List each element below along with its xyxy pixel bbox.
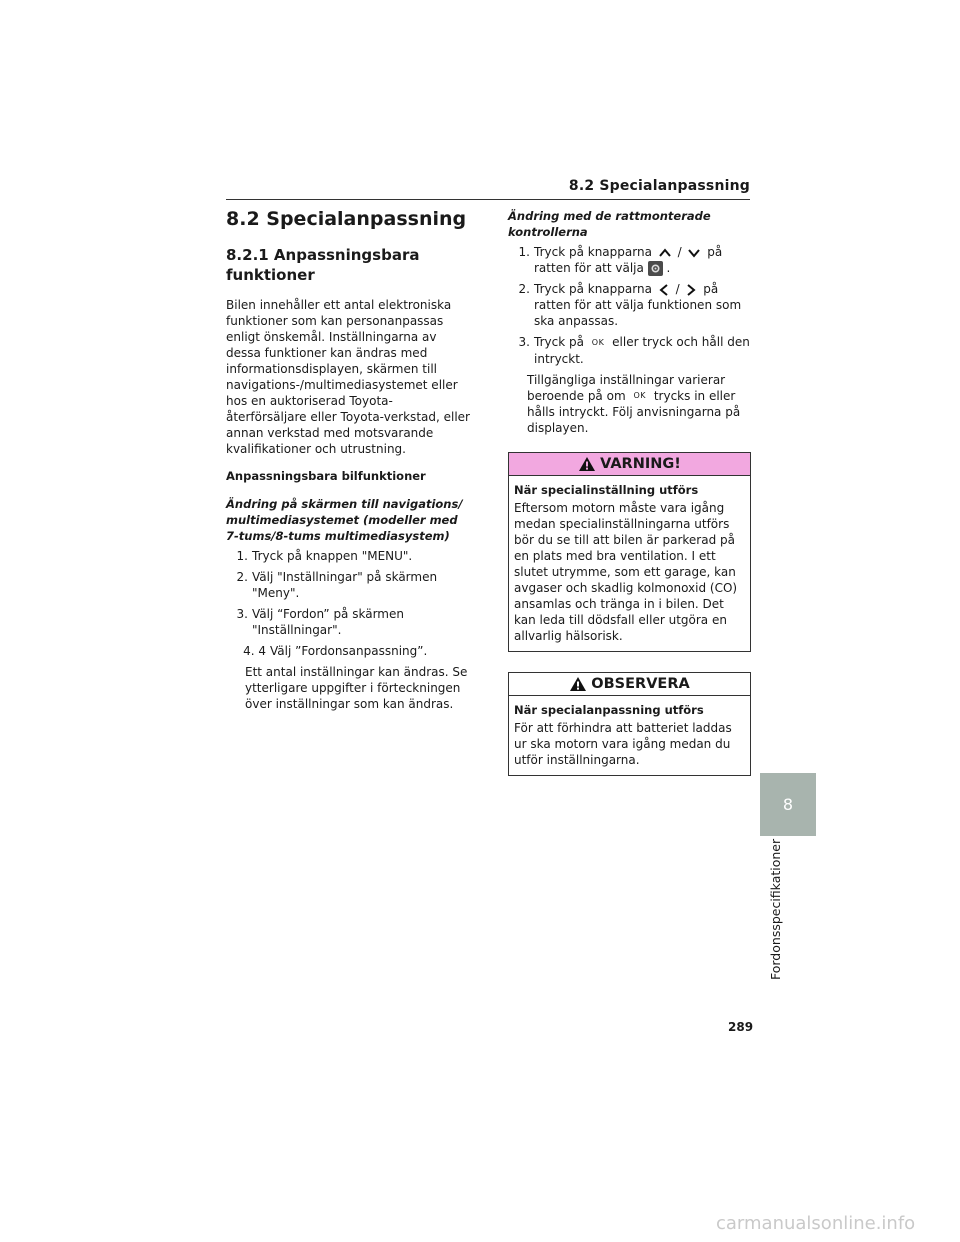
notice-title: OBSERVERA (591, 676, 690, 692)
warning-icon (578, 456, 596, 472)
right-column (508, 208, 751, 776)
section-title: 8.2 Specialanpassning (226, 208, 467, 230)
notice-text: För att förhindra att batteriet laddas ur ska motorn vara igång medan du utför inställningarna. (514, 721, 732, 767)
step-item: 2. Välj "Inställningar" på skärmen "Meny". (236, 570, 438, 601)
chevron-up-icon (659, 248, 671, 258)
step-item: 1. Tryck på knappen "MENU". (236, 549, 413, 564)
warning-title: VARNING! (600, 456, 681, 472)
nav-steps (226, 548, 472, 659)
chevron-left-icon (659, 284, 669, 296)
notice-header (509, 673, 750, 696)
italic-heading-nav: Ändring på skärmen till navigations/ multimediasystemet (modeller med 7-tums/8-tums multimediasystem) (226, 497, 463, 544)
page-number: 289 (728, 1020, 754, 1034)
watermark: carmanualsonline.info (716, 1213, 916, 1234)
running-title: 8.2 Specialanpassning (568, 178, 750, 194)
ok-button-icon: OK (591, 337, 605, 347)
step3-note: Tillgängliga inställningar varierar beroende på om OK trycks in eller hålls intryckt. Följ anvisningarna på displayen. (527, 372, 741, 435)
left-column (226, 208, 472, 712)
step-item: 4. 4 Välj ”Fordonsanpassning”. (243, 644, 428, 659)
chapter-tab: 8 (760, 773, 816, 836)
warning-text: Eftersom motorn måste vara igång medan specialinställningarna utförs bör du se till att bilen är parkerad på en plats med bra ventilation. I ett slutet utrymme, som ett garage, kan avgaser och skadlig kolmonoxid (CO) ansamlas och tränga in i bilen. Det kan leda till dödsfall eller utgöra en allvarlig hälsorisk. (514, 501, 738, 643)
notice-heading: När specialanpassning utförs (514, 703, 704, 717)
step-item: 3. Välj “Fordon” på skärmen "Inställningar". (236, 607, 404, 638)
intro-paragraph: Bilen innehåller ett antal elektroniska funktioner som kan personanpassas enligt önskemål. Inställningarna av dessa funktioner kan ändras med informationsdisplayen, skärmen till navigations-/multimediasystemet eller hos en auktoriserad Toyota-återförsäljare eller Toyota-verkstad, eller annan verkstad med motsvarande kvalifikationer och utrustning. (226, 298, 470, 457)
ok-button-icon: OK (633, 391, 647, 400)
step-item: 2. Tryck på knapparna / på ratten för att välja funktionen som ska anpassas. (518, 282, 742, 328)
wheel-steps (508, 244, 751, 367)
notice-icon (569, 676, 587, 692)
step-item: 1. Tryck på knapparna / på ratten för att välja . (518, 245, 723, 275)
chevron-down-icon (688, 248, 700, 258)
warning-box (508, 452, 751, 652)
italic-heading-wheel: Ändring med de rattmonterade kontrollerna (508, 209, 711, 239)
notice-box (508, 672, 751, 776)
section-heading: Anpassningsbara bilfunktioner (226, 469, 426, 484)
step-item: 3. Tryck på OK eller tryck och håll den intryckt. (518, 335, 750, 366)
chevron-right-icon (686, 284, 696, 296)
warning-header (509, 453, 750, 476)
chapter-label: Fordonsspecifikationer (768, 838, 783, 980)
subsection-title: 8.2.1 Anpassningsbara funktioner (226, 245, 420, 285)
settings-icon (648, 261, 663, 276)
warning-heading: När specialinställning utförs (514, 483, 699, 497)
header-rule (226, 199, 750, 200)
step-note: Ett antal inställningar kan ändras. Se ytterligare uppgifter i förteckningen över inställningar som kan ändras. (245, 665, 468, 712)
